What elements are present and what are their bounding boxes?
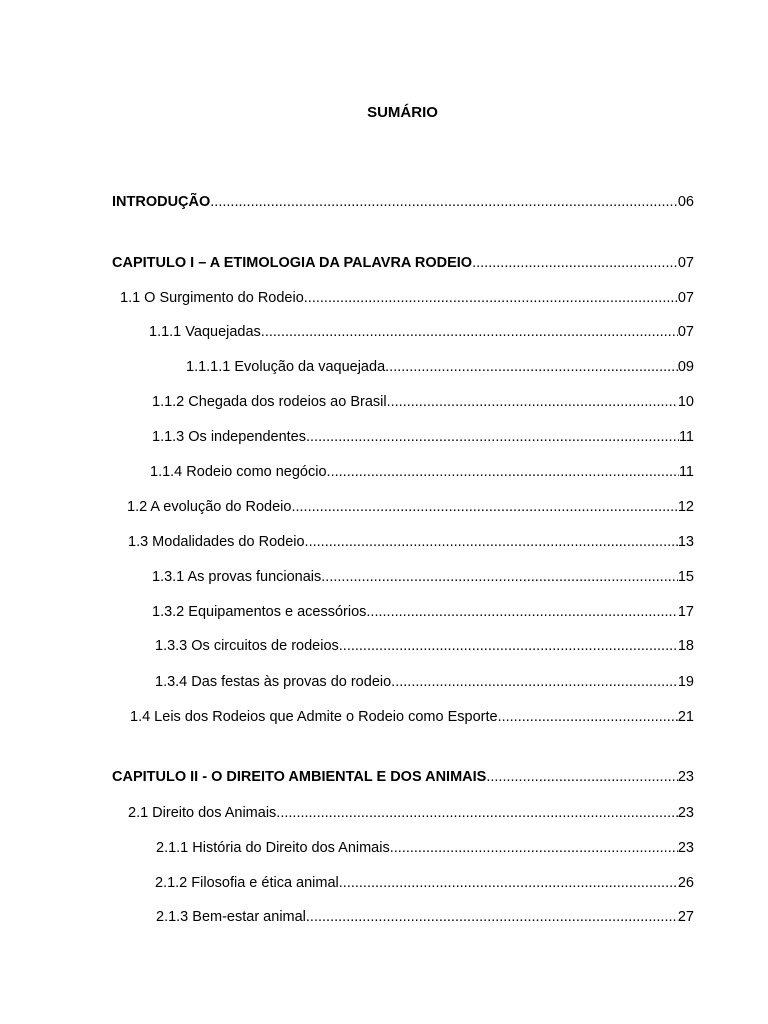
- dot-leader: [210, 193, 678, 211]
- dot-leader: [276, 804, 678, 822]
- toc-entry: [150, 463, 694, 481]
- dot-leader: [385, 358, 678, 376]
- toc-entry-page: 23: [677, 840, 694, 856]
- dot-leader: [391, 673, 678, 691]
- toc-entry-label: INTRODUÇÃO: [112, 194, 211, 210]
- toc-entry-label: 1.1.3 Os independentes: [152, 429, 306, 445]
- dot-leader: [306, 908, 678, 926]
- toc-entry-label: CAPITULO I – A ETIMOLOGIA DA PALAVRA RODEIO: [112, 255, 473, 271]
- toc-entry: [186, 358, 694, 376]
- dot-leader: [304, 289, 678, 307]
- dot-leader: [339, 874, 678, 892]
- toc-entry: [155, 637, 694, 655]
- toc-entry-label: 1.2 A evolução do Rodeio: [127, 499, 292, 515]
- dot-leader: [327, 463, 679, 481]
- toc-entry: [155, 673, 694, 691]
- toc-entry-page: 13: [677, 534, 694, 550]
- toc-entry: [120, 289, 694, 307]
- toc-entry-label: 2.1.1 História do Direito dos Animais: [156, 840, 390, 856]
- dot-leader: [339, 637, 678, 655]
- toc-entry-label: CAPITULO II - O DIREITO AMBIENTAL E DOS ANIMAIS: [112, 769, 487, 785]
- toc-entry-label: 1.3.3 Os circuitos de rodeios: [155, 638, 339, 654]
- toc-entry: [128, 533, 694, 551]
- toc-entry-label: 1.1.4 Rodeio como negócio: [150, 464, 327, 480]
- toc-entry: [130, 708, 694, 726]
- page-title: SUMÁRIO: [367, 104, 438, 121]
- toc-entry-page: 11: [678, 464, 694, 480]
- toc-entry: [152, 428, 694, 446]
- toc-entry-page: 27: [677, 909, 694, 925]
- toc-entry-page: 12: [677, 499, 694, 515]
- dot-leader: [291, 498, 677, 516]
- dot-leader: [261, 323, 678, 341]
- toc-entry-page: 07: [677, 290, 694, 306]
- toc-entry: [112, 193, 694, 211]
- toc-entry: [156, 839, 694, 857]
- dot-leader: [486, 768, 678, 786]
- dot-leader: [472, 254, 678, 272]
- toc-entry: [155, 874, 694, 892]
- toc-entry-page: 17: [677, 604, 694, 620]
- toc-entry-page: 06: [677, 194, 694, 210]
- toc-entry-label: 2.1 Direito dos Animais: [128, 805, 277, 821]
- toc-entry-label: 1.1.1 Vaquejadas: [149, 324, 261, 340]
- toc-entry: [152, 603, 694, 621]
- toc-entry-page: 21: [677, 709, 694, 725]
- toc-entry: [112, 254, 694, 272]
- toc-entry-page: 19: [677, 674, 694, 690]
- dot-leader: [498, 708, 678, 726]
- toc-entry-page: 07: [677, 324, 694, 340]
- toc-entry: [127, 498, 694, 516]
- toc-entry-page: 09: [677, 359, 694, 375]
- toc-entry-label: 1.1.1.1 Evolução da vaquejada: [186, 359, 386, 375]
- toc-entry-page: 11: [678, 429, 694, 445]
- toc-entry-label: 1.4 Leis dos Rodeios que Admite o Rodeio como Esporte: [130, 709, 498, 725]
- toc-entry: [152, 568, 694, 586]
- toc-entry-page: 18: [677, 638, 694, 654]
- dot-leader: [306, 428, 679, 446]
- toc-entry-page: 10: [677, 394, 694, 410]
- dot-leader: [366, 603, 677, 621]
- toc-entry-page: 23: [677, 769, 694, 785]
- toc-entry-label: 2.1.2 Filosofia e ética animal: [155, 875, 339, 891]
- toc-entry-label: 1.3.2 Equipamentos e acessórios: [152, 604, 367, 620]
- toc-entry-page: 07: [677, 255, 694, 271]
- toc-entry-label: 1.3.4 Das festas às provas do rodeio: [155, 674, 392, 690]
- toc-entry-label: 1.1.2 Chegada dos rodeios ao Brasil: [152, 394, 387, 410]
- toc-entry-label: 2.1.3 Bem-estar animal: [156, 909, 306, 925]
- toc-entry: [152, 393, 694, 411]
- toc-entry-label: 1.3 Modalidades do Rodeio: [128, 534, 305, 550]
- dot-leader: [390, 839, 678, 857]
- dot-leader: [387, 393, 678, 411]
- toc-entry-label: 1.1 O Surgimento do Rodeio: [120, 290, 304, 306]
- toc-entry: [112, 768, 694, 786]
- toc-entry-page: 26: [677, 875, 694, 891]
- toc-entry-page: 23: [677, 805, 694, 821]
- toc-entry: [128, 804, 694, 822]
- toc-entry: [156, 908, 694, 926]
- dot-leader: [305, 533, 678, 551]
- dot-leader: [321, 568, 678, 586]
- toc-entry-label: 1.3.1 As provas funcionais: [152, 569, 322, 585]
- toc-entry: [149, 323, 694, 341]
- toc-entry-page: 15: [677, 569, 694, 585]
